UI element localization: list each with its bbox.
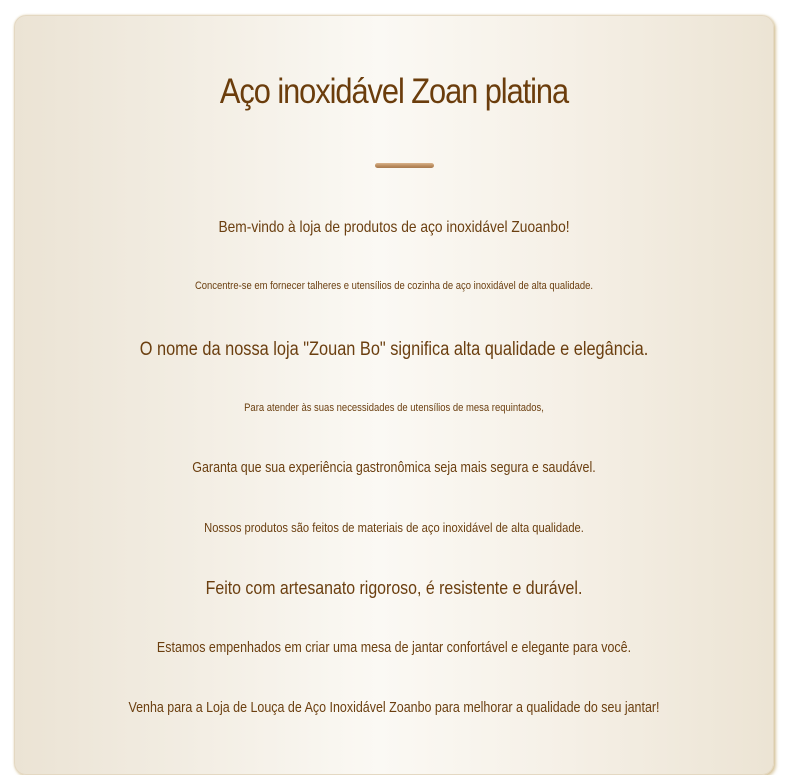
experience-line: Garanta que sua experiência gastronômica seja mais segura e saudável.: [192, 460, 596, 476]
needs-line: Para atender às suas necessidades de utensílios de mesa requintados,: [244, 402, 544, 414]
focus-line: Concentre-se em fornecer talheres e utensílios de cozinha de aço inoxidável de alta qualidade.: [194, 280, 594, 292]
craftsmanship-line: Feito com artesanato rigoroso, é resistente e durável.: [205, 577, 583, 598]
content-card: [14, 15, 774, 775]
commitment-line: Estamos empenhados em criar uma mesa de jantar confortável e elegante para você.: [156, 640, 632, 656]
welcome-line: Bem-vindo à loja de produtos de aço inoxidável Zuoanbo!: [218, 219, 570, 236]
page-title: Aço inoxidável Zoan platina: [219, 72, 569, 111]
materials-line: Nossos produtos são feitos de materiais de aço inoxidável de alta qualidade.: [204, 520, 584, 535]
invitation-line: Venha para a Loja de Louça de Aço Inoxidável Zoanbo para melhorar a qualidade do seu jantar!: [128, 700, 660, 716]
store-name-line: O nome da nossa loja "Zouan Bo" significa alta qualidade e elegância.: [139, 339, 649, 360]
title-divider: [375, 163, 434, 168]
